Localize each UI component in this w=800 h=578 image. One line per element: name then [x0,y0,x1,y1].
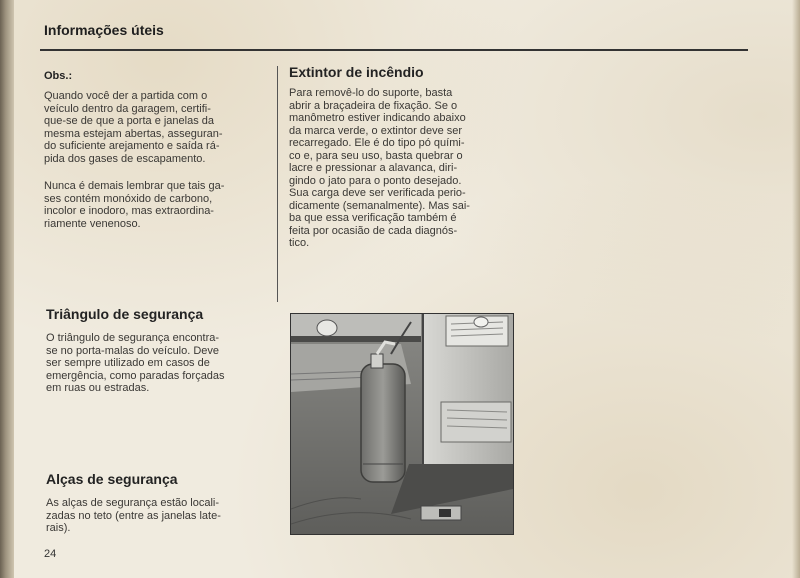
obs-paragraph-1 [44,90,266,165]
text-line: em ruas ou estradas. [46,382,150,394]
text-line: emergência, como paradas forçadas [46,369,225,382]
page-edge [792,0,800,578]
extinguisher-photo [290,313,514,535]
text-line: As alças de segurança estão locali- [46,497,220,509]
text-line: Quando você der a partida com o [44,90,208,102]
section-title-alcas: Alças de segurança [46,471,178,487]
extinguisher-photo-drawing [291,314,513,534]
text-line: rais). [46,522,71,534]
text-line: ser sempre utilizado em casos de [46,357,210,369]
text-line: feita por ocasião de cada diagnós- [289,224,458,237]
page-number: 24 [44,548,57,560]
text-line: ba que essa verificação também é [289,212,457,224]
extintor-paragraph [289,87,511,250]
text-line: Nunca é demais lembrar que tais ga- [44,180,225,192]
obs-paragraph-2 [44,180,266,230]
column-divider [277,66,278,302]
section-title-triangulo: Triângulo de segurança [46,306,204,322]
page-binding [0,0,14,578]
header-rule [40,49,748,51]
text-line: incolor e inodoro, mas extraordina- [44,205,214,217]
text-line: gindo o jato para o ponto desejado. [289,174,462,187]
text-line: tico. [289,237,310,249]
text-line: veículo dentro da garagem, certifi- [44,102,211,115]
text-line: da marca verde, o extintor deve ser [289,124,463,137]
text-line: riamente venenoso. [44,217,141,230]
text-line: manômetro estiver indicando abaixo [289,112,466,124]
text-line: O triângulo de segurança encontra- [46,332,220,344]
section-title-extintor: Extintor de incêndio [289,64,424,80]
text-line: dicamente (semanalmente). Mas sai- [289,199,470,212]
obs-label: Obs.: [44,70,73,82]
text-line: zadas no teto (entre as janelas late- [46,509,221,522]
page-title: Informações úteis [44,22,164,38]
text-line: que-se de que a porta e janelas da [44,115,215,127]
text-line: Para removê-lo do suporte, basta [289,87,453,99]
text-line: Sua carga deve ser verificada perio- [289,187,466,199]
text-line: se no porta-malas do veículo. Deve [46,344,220,357]
triangulo-paragraph [46,332,270,395]
text-line: pida dos gases de escapamento. [44,152,206,165]
alcas-paragraph [46,497,270,535]
text-line: ses contém monóxido de carbono, [44,192,213,205]
text-line: lacre e pressionar a alavanca, diri- [289,162,458,174]
text-line: co e, para seu uso, basta quebrar o [289,149,463,162]
text-line: abrir a braçadeira de fixação. Se o [289,99,458,112]
text-line: recarregado. Ele é do tipo pó quími- [289,137,465,149]
text-line: do suficiente arejamento e saída rá- [44,140,220,152]
text-line: mesma estejam abertas, asseguran- [44,127,223,140]
